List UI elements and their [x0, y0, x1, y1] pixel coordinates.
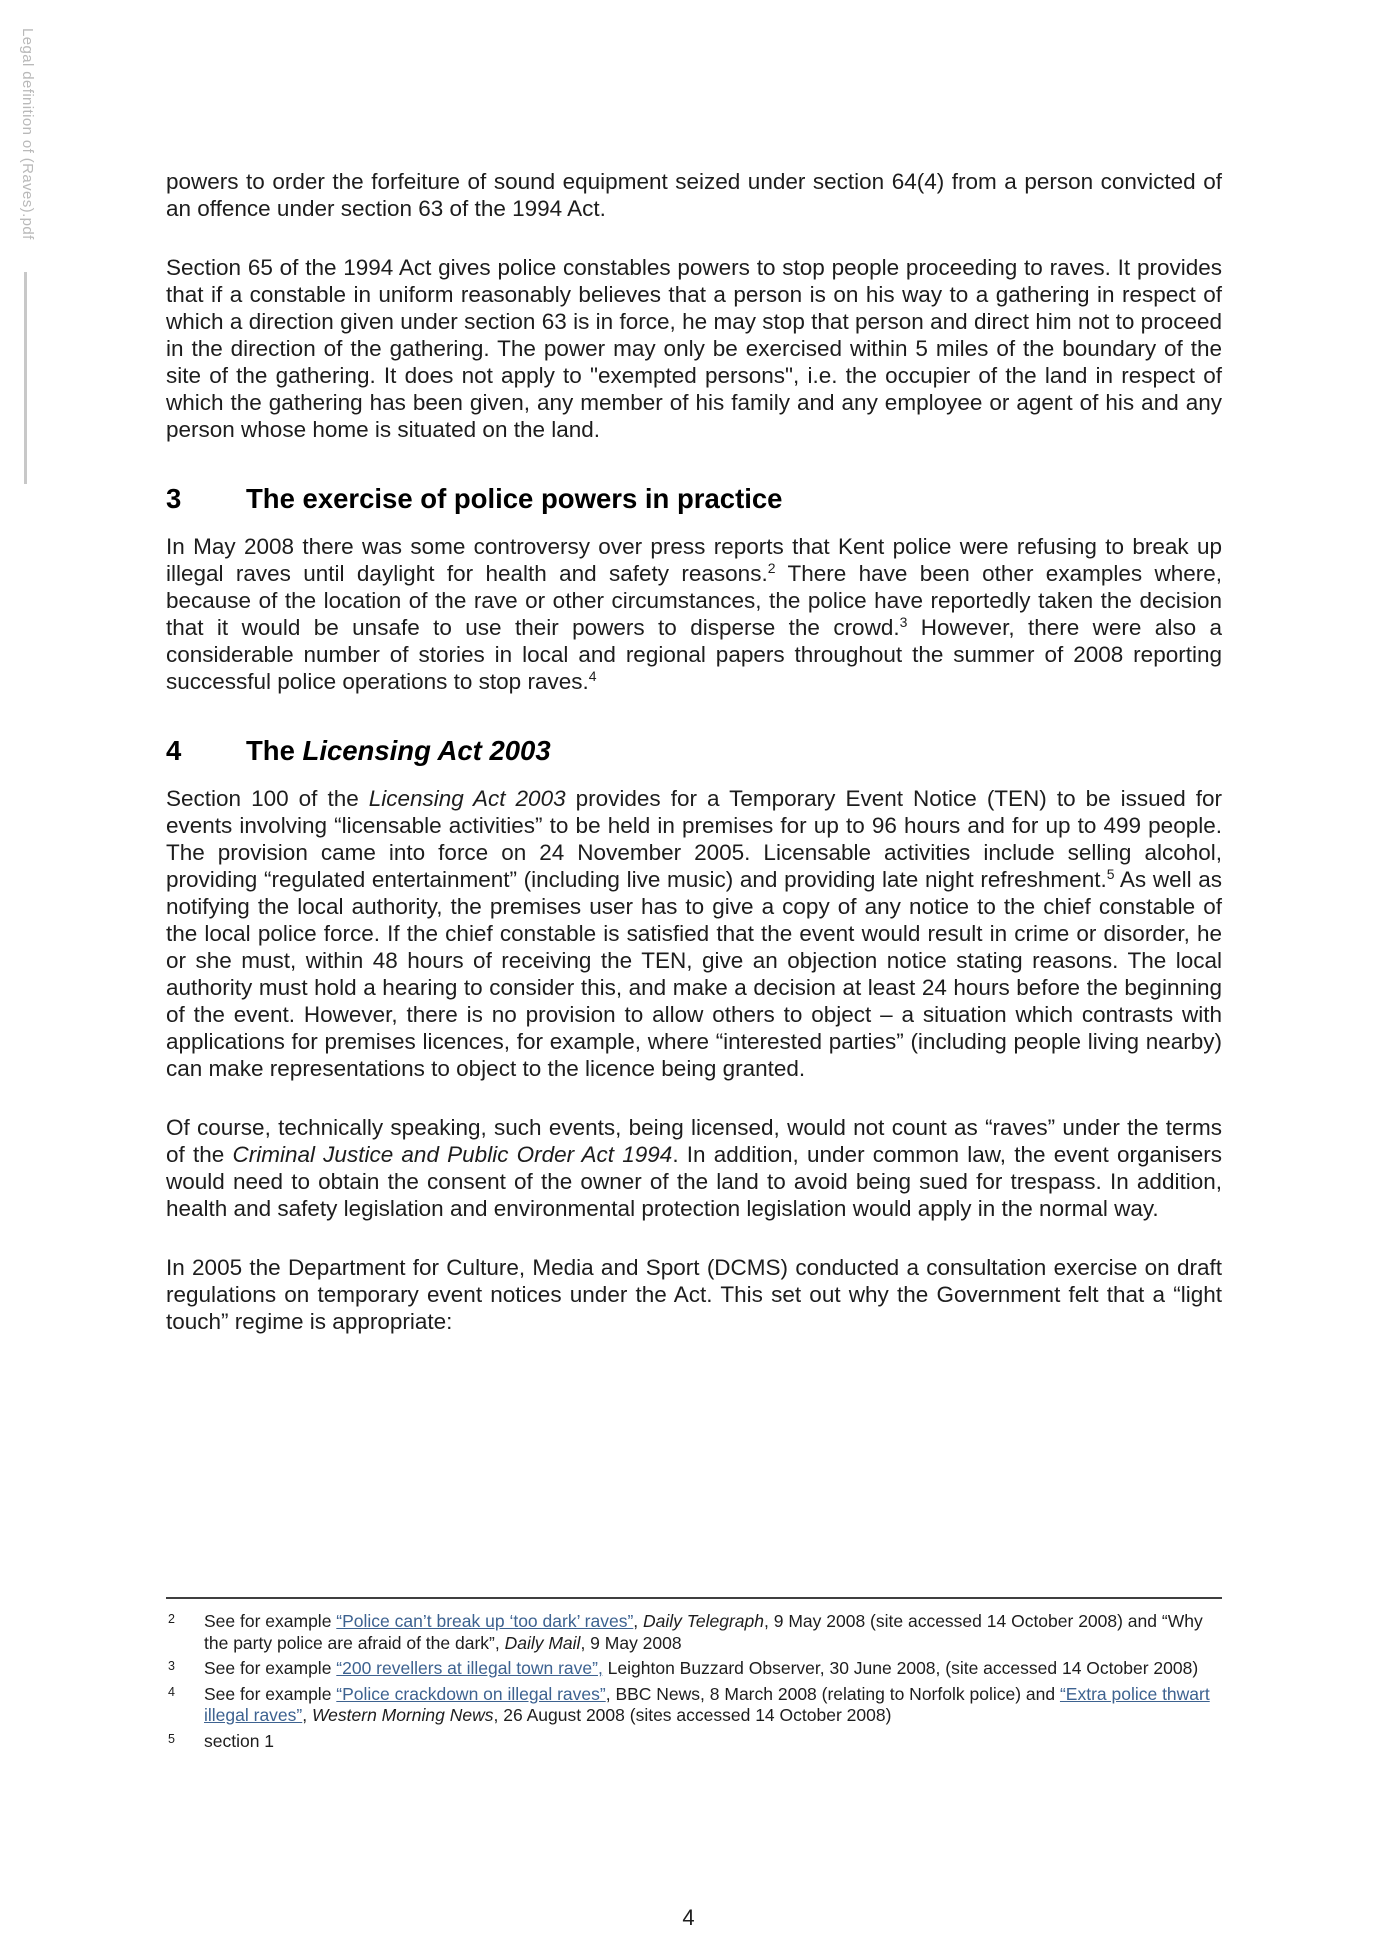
section-title: [246, 735, 551, 767]
text-run: powers to order the forfeiture of sound equipment seized under section 64(4) from a person convicted of an offence under section 63 of the 1994 Act.: [166, 169, 1222, 221]
footnote-text: [204, 1731, 274, 1751]
text-run: Daily Telegraph: [643, 1611, 764, 1631]
text-run: See for example: [204, 1683, 337, 1704]
footnote-item: [166, 1684, 1222, 1727]
document-blocks: [166, 168, 1222, 1367]
text-run: , 9 May 2008 (site accessed 14 October 2008) and “Why the party police are afraid of the dark”,: [204, 1611, 1203, 1653]
footnote-text: [204, 1658, 1198, 1678]
section-number: 3: [166, 483, 182, 514]
text-run: See for example: [204, 1611, 337, 1631]
text-run: Leighton Buzzard Observer, 30 June 2008, (site accessed 14 October 2008): [602, 1658, 1199, 1678]
paragraph: [166, 168, 1222, 222]
text-run: There have been other examples where, because of the location of the rave or other circumstances, the police have reportedly taken the decision that it would be unsafe to use their powers to disperse the crowd.: [166, 561, 1222, 640]
text-run: ,: [302, 1705, 312, 1725]
text-run: Of course, technically speaking, such events, being licensed, would not count as “raves” under the terms of the: [166, 1115, 1222, 1167]
external-link[interactable]: “Extra police thwart illegal raves”: [204, 1683, 1210, 1725]
text-run: In 2005 the Department for Culture, Media and Sport (DCMS) conducted a consultation exercise on draft regulations on temporary event notices under the Act. This set out why the Government felt that a “light touch” regime is appropriate:: [166, 1255, 1222, 1334]
paragraph: [166, 785, 1222, 1082]
text-run: See for example: [204, 1658, 337, 1678]
text-run: Criminal Justice and Public Order Act 1994: [232, 1142, 673, 1167]
footnote-list: [166, 1611, 1222, 1752]
section-heading: [166, 735, 1222, 767]
footnote-text: [204, 1611, 1203, 1653]
filename-vertical-label: Legal definition of (Raves).pdf: [19, 28, 36, 240]
text-run: However, there were also a considerable number of stories in local and regional papers throughout the summer of 2008 reporting successful police operations to stop raves.: [166, 615, 1222, 694]
footnote-separator: [166, 1597, 1222, 1599]
paragraph: [166, 254, 1222, 443]
external-link[interactable]: “Police crackdown on illegal raves”: [336, 1683, 606, 1704]
external-link[interactable]: “Police can’t break up ‘too dark’ raves”: [336, 1611, 634, 1631]
text-run: , 9 May 2008: [580, 1632, 682, 1653]
text-run: , BBC News, 8 March 2008 (relating to Norfolk police) and: [605, 1683, 1060, 1704]
text-run: . In addition, under common law, the event organisers would need to obtain the consent of the owner of the land to avoid being sued for trespass. In addition, health and safety legislation and environmental protection legislation would apply in the normal way.: [166, 1142, 1223, 1221]
text-run: In May 2008 there was some controversy over press reports that Kent police were refusing to break up illegal raves until daylight for health and safety reasons.: [166, 534, 1222, 586]
footnote-item: [166, 1611, 1222, 1654]
text-run: Licensing Act 2003: [368, 786, 566, 811]
text-run: The exercise of police powers in practice: [246, 483, 783, 514]
text-run: ,: [633, 1611, 644, 1631]
page-number: 4: [682, 1905, 695, 1930]
footnote-number: 2: [168, 1612, 175, 1626]
sidebar-rule: [24, 272, 27, 484]
footnote-ref: 3: [899, 614, 908, 630]
text-run: , 26 August 2008 (sites accessed 14 October 2008): [493, 1705, 892, 1725]
text-run: As well as notifying the local authority, the premises user has to give a copy of any notice to the chief constable of the local police force. If the chief constable is satisfied that the event would result in crime or disorder, he or she must, within 48 hours of receiving the TEN, give an objection notice stating reasons. The local authority must hold a hearing to consider this, and make a decision at least 24 hours before the beginning of the event. However, there is no provision to allow others to object – a situation which contrasts with applications for premises licences, for example, where “interested parties” (including people living nearby) can make representations to object to the licence being granted.: [166, 867, 1222, 1081]
text-run: Section 65 of the 1994 Act gives police constables powers to stop people proceeding to raves. It provides that if a constable in uniform reasonably believes that a person is on his way to a gathering in respect of which a direction given under section 63 is in force, he may stop that person and direct him not to proceed in the direction of the gathering. The power may only be exercised within 5 miles of the boundary of the site of the gathering. It does not apply to "exempted persons", i.e. the occupier of the land in respect of which the gathering has been given, any member of his family and any employee or agent of his and any person whose home is situated on the land.: [166, 255, 1222, 442]
section-heading: [166, 483, 1222, 515]
footnote-ref: 5: [1106, 866, 1115, 882]
footnote-ref: 2: [767, 560, 776, 576]
footnote-text: [204, 1684, 1210, 1726]
text-run: Licensing Act 2003: [302, 735, 551, 766]
footnote-item: [166, 1658, 1222, 1680]
footnote-item: [166, 1731, 1222, 1753]
footnotes-section: [166, 1597, 1222, 1756]
section-number: 4: [166, 735, 182, 766]
footnote-ref: 4: [588, 668, 597, 684]
paragraph: [166, 533, 1222, 695]
external-link[interactable]: “200 revellers at illegal town rave”,: [336, 1658, 603, 1678]
paragraph: [166, 1114, 1222, 1222]
section-title: [246, 483, 782, 515]
text-run: Western Morning News: [311, 1705, 494, 1725]
text-run: provides for a Temporary Event Notice (TEN) to be issued for events involving “licensable activities” to be held in premises for up to 96 hours and for up to 499 people. The provision came into force on 24 November 2005. Licensable activities include selling alcohol, providing “regulated entertainment” (including live music) and providing late night refreshment.: [166, 786, 1223, 892]
text-run: Section 100 of the: [166, 786, 369, 811]
text-run: Daily Mail: [504, 1632, 581, 1653]
footnote-number: 5: [168, 1731, 175, 1746]
text-run: section 1: [204, 1730, 275, 1751]
footnote-number: 3: [168, 1659, 175, 1673]
text-run: The: [246, 735, 303, 766]
paragraph: [166, 1254, 1222, 1335]
footnote-number: 4: [168, 1684, 175, 1699]
